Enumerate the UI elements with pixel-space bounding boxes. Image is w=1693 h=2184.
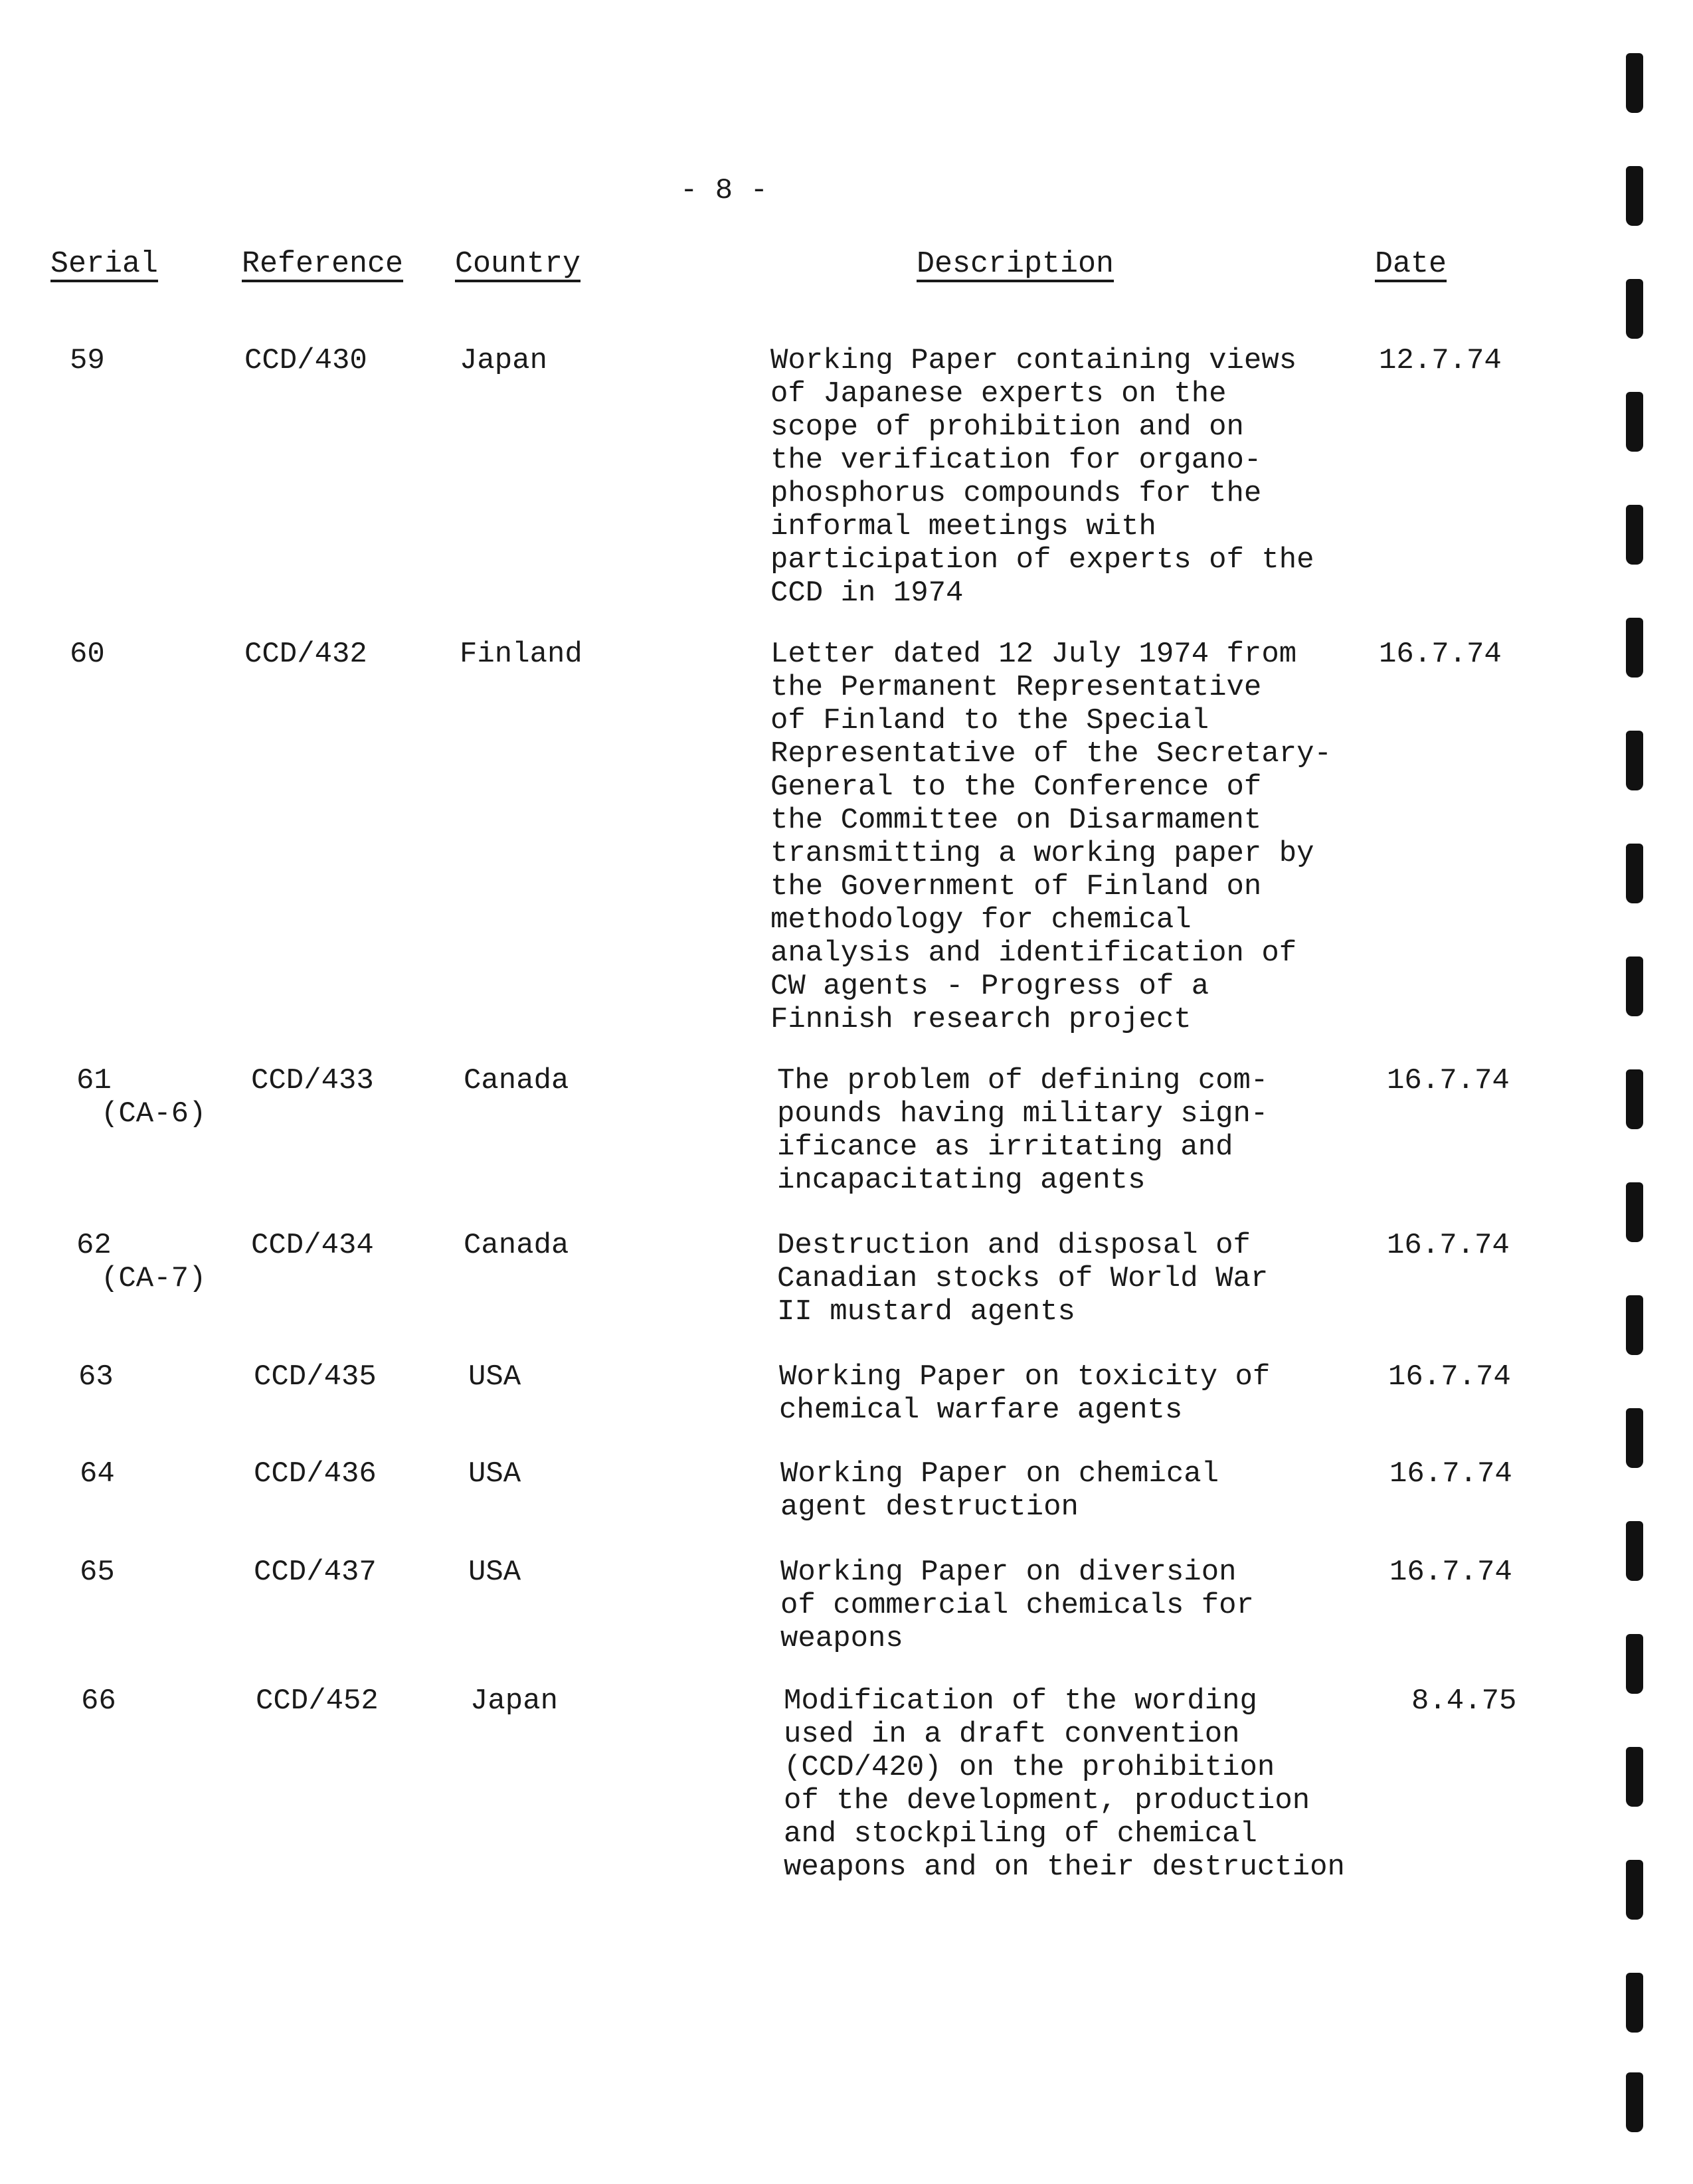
binder-hole: [1626, 2072, 1643, 2132]
country-cell: USA: [468, 1457, 521, 1491]
serial-sub-cell: (CA-6): [101, 1097, 207, 1131]
binder-hole: [1626, 1521, 1643, 1581]
binder-hole: [1626, 1634, 1643, 1694]
header-serial: Serial: [50, 247, 159, 281]
serial-cell: 62: [76, 1229, 112, 1262]
description-cell: Working Paper containing views of Japanese experts on the scope of prohibition and on the verification for organo- phosphorus compounds for the informal meetings with participation of experts of the CCD in 1974: [770, 344, 1314, 610]
description-cell: Modification of the wording used in a draft convention (CCD/420) on the prohibition of the development, production and stockpiling of chemical weapons and on their destruction: [784, 1684, 1345, 1884]
country-cell: Japan: [460, 344, 548, 377]
binder-hole: [1626, 1747, 1643, 1807]
binder-hole: [1626, 1408, 1643, 1468]
serial-cell: 66: [81, 1684, 116, 1718]
serial-cell: 65: [80, 1556, 115, 1589]
header-description: Description: [917, 247, 1114, 281]
date-cell: 8.4.75: [1411, 1684, 1517, 1718]
reference-cell: CCD/433: [251, 1064, 374, 1097]
description-cell: Working Paper on diversion of commercial chemicals for weapons: [780, 1556, 1254, 1655]
binder-hole: [1626, 1973, 1643, 2033]
page-number: - 8 -: [679, 174, 768, 207]
serial-cell: 61: [76, 1064, 112, 1097]
reference-cell: CCD/436: [254, 1457, 377, 1491]
serial-cell: 64: [80, 1457, 115, 1491]
date-cell: 16.7.74: [1387, 1064, 1510, 1097]
country-cell: Canada: [464, 1064, 569, 1097]
reference-cell: CCD/430: [244, 344, 367, 377]
binder-hole: [1626, 279, 1643, 339]
date-cell: 16.7.74: [1388, 1360, 1511, 1394]
date-cell: 12.7.74: [1379, 344, 1502, 377]
description-cell: Destruction and disposal of Canadian stocks of World War II mustard agents: [777, 1229, 1269, 1328]
binder-hole: [1626, 166, 1643, 226]
binder-hole: [1626, 618, 1643, 678]
binder-hole: [1626, 1182, 1643, 1242]
country-cell: Canada: [464, 1229, 569, 1262]
binder-hole: [1626, 731, 1643, 790]
country-cell: USA: [468, 1360, 521, 1394]
date-cell: 16.7.74: [1379, 638, 1502, 671]
date-cell: 16.7.74: [1387, 1229, 1510, 1262]
serial-cell: 63: [78, 1360, 114, 1394]
binder-hole: [1626, 53, 1643, 113]
description-cell: The problem of defining com- pounds having military sign- ificance as irritating and incapacitating agents: [777, 1064, 1269, 1197]
date-cell: 16.7.74: [1389, 1556, 1512, 1589]
reference-cell: CCD/437: [254, 1556, 377, 1589]
binder-hole: [1626, 1295, 1643, 1355]
description-cell: Working Paper on chemical agent destruction: [780, 1457, 1219, 1524]
serial-sub-cell: (CA-7): [101, 1262, 207, 1295]
country-cell: Finland: [460, 638, 582, 671]
reference-cell: CCD/452: [256, 1684, 379, 1718]
header-country: Country: [455, 247, 581, 281]
serial-cell: 60: [70, 638, 105, 671]
reference-cell: CCD/432: [244, 638, 367, 671]
binder-hole: [1626, 1860, 1643, 1920]
binder-hole: [1626, 392, 1643, 452]
binder-hole: [1626, 1069, 1643, 1129]
binder-hole: [1626, 844, 1643, 903]
header-reference: Reference: [242, 247, 404, 281]
date-cell: 16.7.74: [1389, 1457, 1512, 1491]
serial-cell: 59: [70, 344, 105, 377]
country-cell: Japan: [470, 1684, 559, 1718]
country-cell: USA: [468, 1556, 521, 1589]
description-cell: Letter dated 12 July 1974 from the Permanent Representative of Finland to the Special Representative of the Secretary- General to the Conference of the Committee on Disarmament transmitting a working paper by the Government of Finland on methodology for chemical analysis and identification of CW agents - Progress of a Finnish research project: [770, 638, 1332, 1036]
description-cell: Working Paper on toxicity of chemical warfare agents: [779, 1360, 1271, 1427]
binder-holes: [1626, 0, 1652, 2184]
reference-cell: CCD/434: [251, 1229, 374, 1262]
header-date: Date: [1375, 247, 1447, 281]
binder-hole: [1626, 505, 1643, 565]
binder-hole: [1626, 956, 1643, 1016]
reference-cell: CCD/435: [254, 1360, 377, 1394]
